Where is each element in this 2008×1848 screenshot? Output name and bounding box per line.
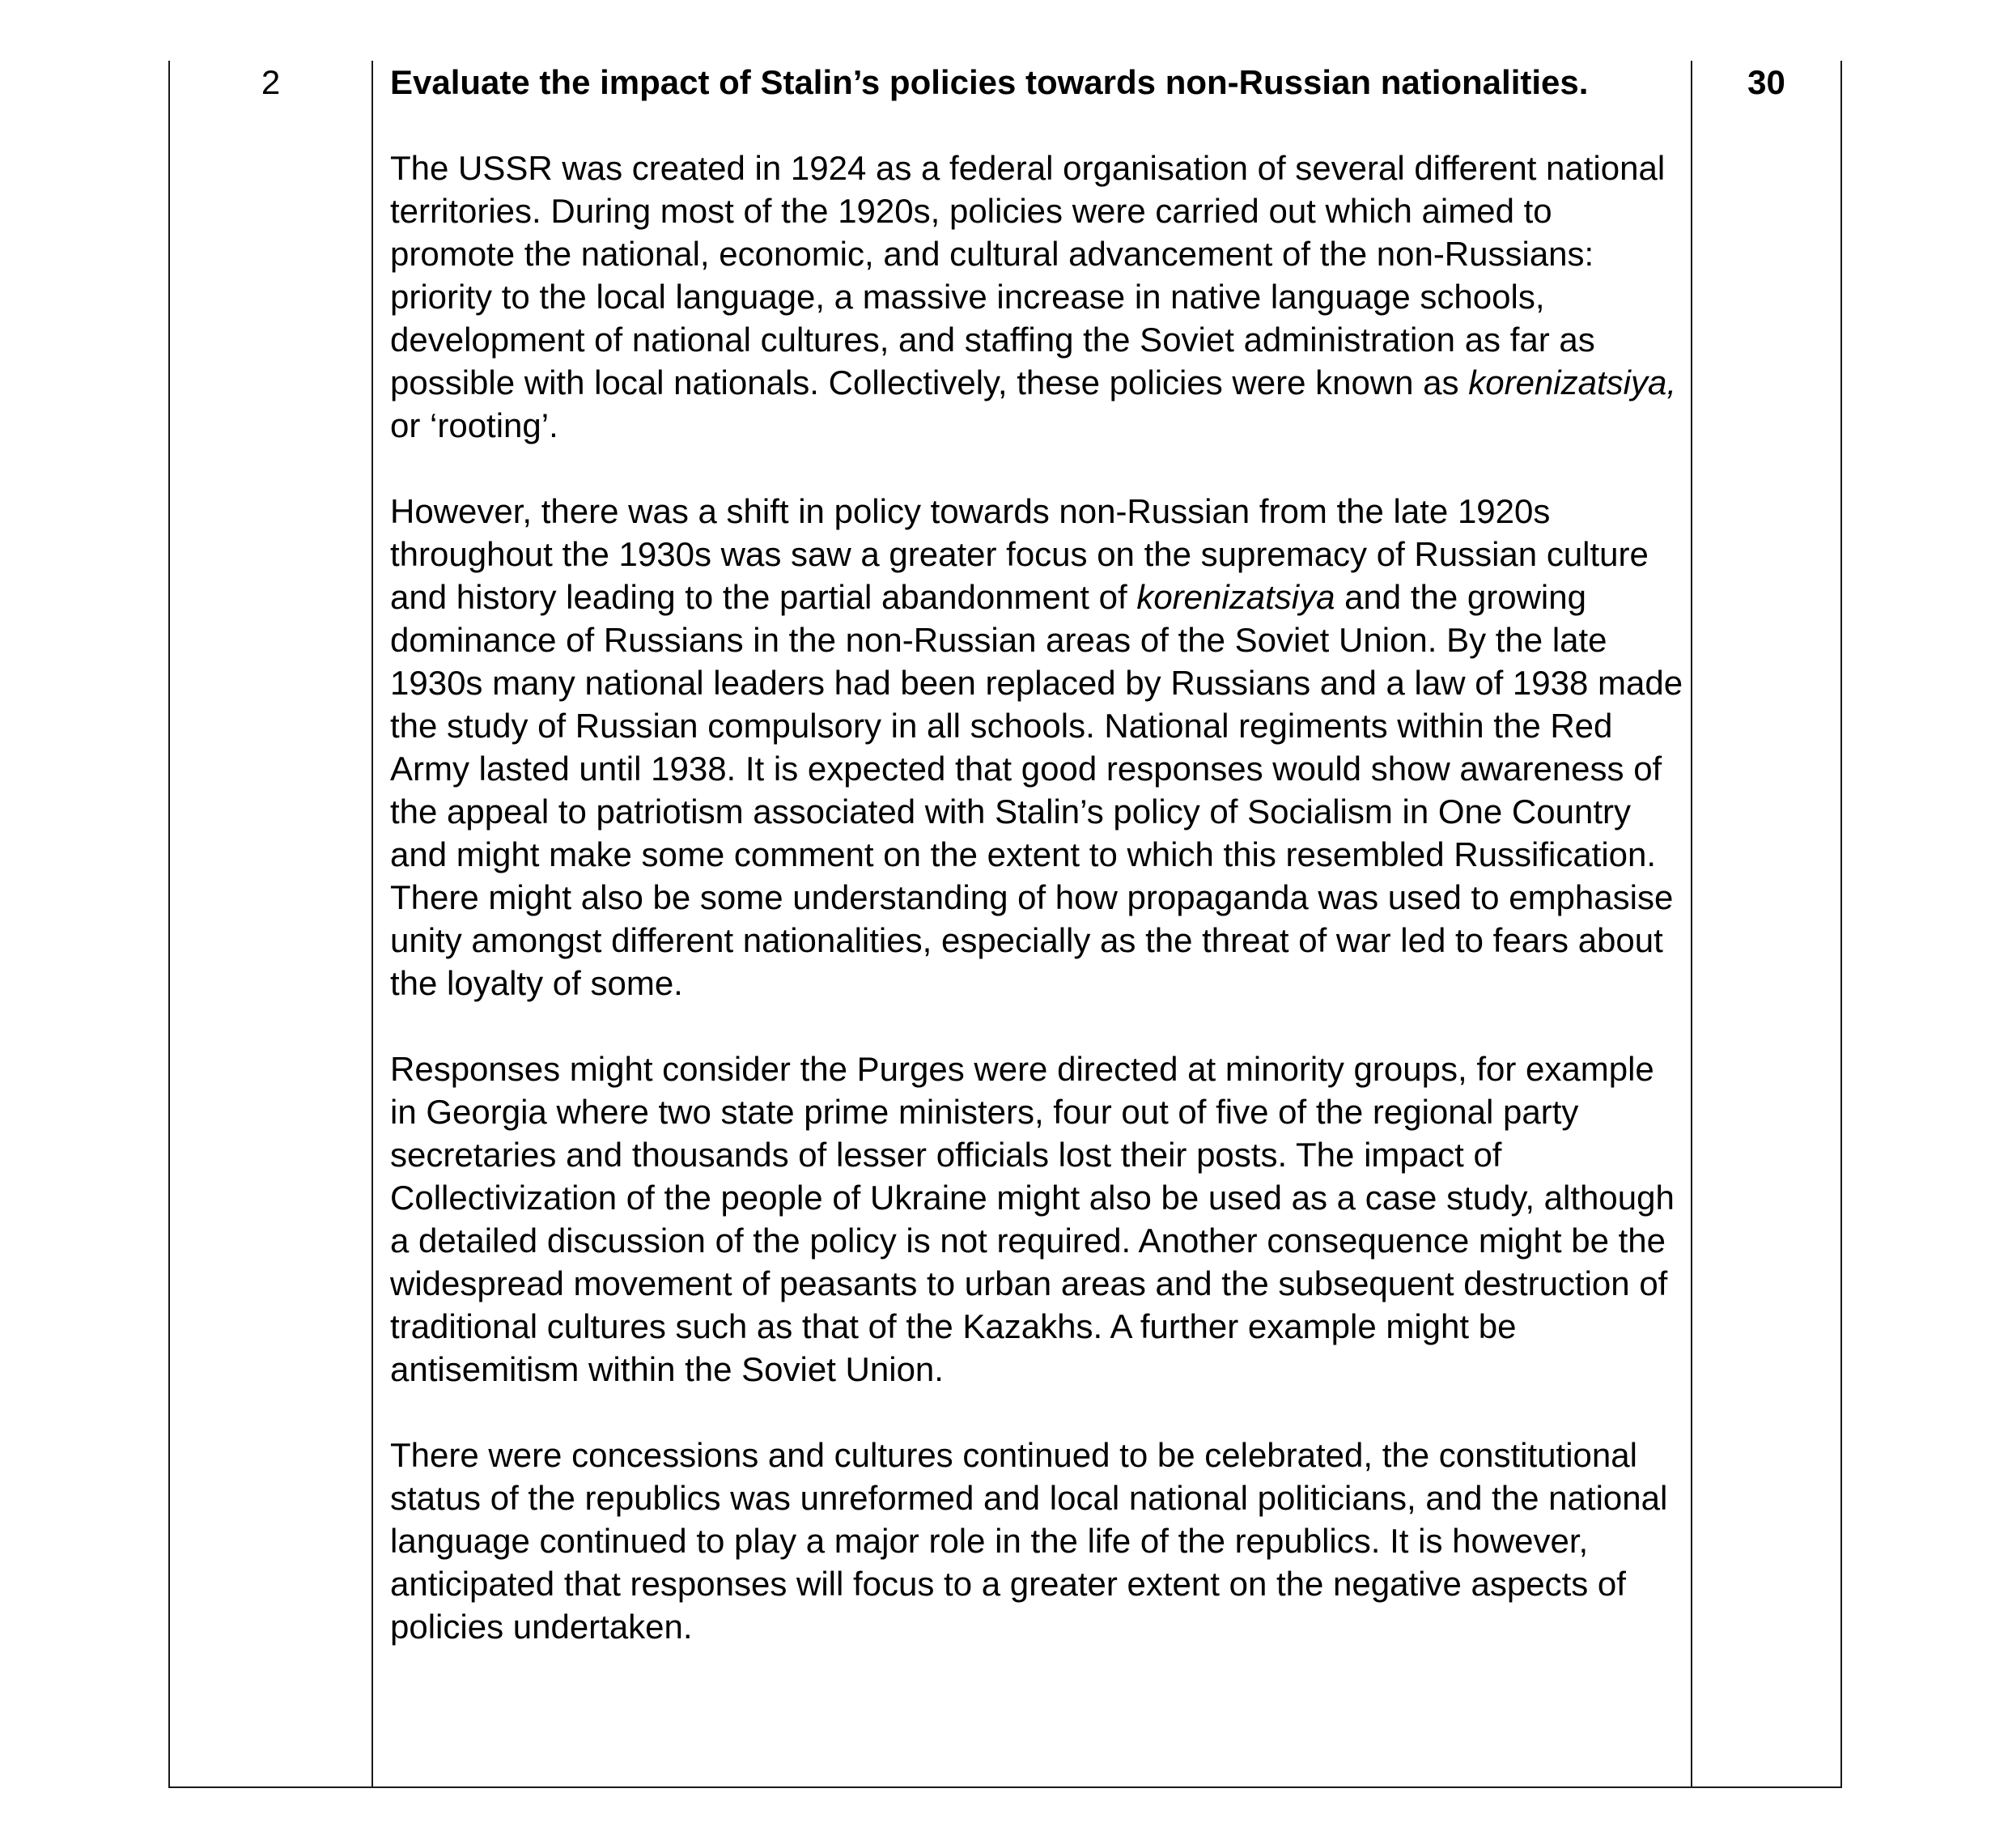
guidance-paragraph-1 — [390, 147, 1685, 447]
guidance-paragraph-3: Responses might consider the Purges were directed at minority groups, for example in Georgia where two state prime ministers, four out of five of the regional party secretaries and thousands of lesser officials lost their posts. The impact of Collectivization of the people of Ukraine might also be used as a case study, although a detailed discussion of the policy is not required. Another consequence might be the widespread movement of peasants to urban areas and the subsequent destruction of traditional cultures such as that of the Kazakhs. A further example might be antisemitism within the Soviet Union. — [390, 1050, 1675, 1388]
paragraph-text: and the growing dominance of Russians in the non-Russian areas of the Soviet Union. By the late 1930s many national leaders had been replaced by Russians and a law of 1938 made the study of Russian compulsory in all schools. National regiments within the Red Army lasted until 1938. It is expected that good responses would show awareness of the appeal to patriotism associated with Stalin’s policy of Socialism in One Country and might make some comment on the extent to which this resembled Russification. There might also be some understanding of how propaganda was used to emphasise unity amongst different nationalities, especially as the threat of war led to fears about the loyalty of some. — [390, 578, 1683, 1002]
italic-term: korenizatsiya — [1136, 578, 1335, 616]
question-number: 2 — [261, 63, 281, 101]
column-divider — [1691, 61, 1692, 1786]
answer-guidance — [390, 61, 1685, 1648]
mark-scheme-table — [168, 61, 1842, 1788]
italic-term: korenizatsiya, — [1468, 363, 1676, 401]
marks-value: 30 — [1747, 63, 1785, 101]
paragraph-text: The USSR was created in 1924 as a federal organisation of several different national territories. During most of the 1920s, policies were carried out which aimed to promote the national, economic, and cultural advancement of the non-Russians: priority to the local language, a massive increase in native language schools, development of national cultures, and staffing the Soviet administration as far as possible with local nationals. Collectively, these policies were known as — [390, 149, 1666, 401]
column-divider — [371, 61, 373, 1786]
question-title: Evaluate the impact of Stalin’s policies towards non-Russian nationalities. — [390, 63, 1589, 101]
paragraph-text: or ‘rooting’. — [390, 406, 558, 444]
guidance-paragraph-4: There were concessions and cultures continued to be celebrated, the constitutional status of the republics was unreformed and local national politicians, and the national language continued to play a major role in the life of the republics. It is however, anticipated that responses will focus to a greater extent on the negative aspects of policies undertaken. — [390, 1436, 1668, 1646]
paragraph-text: However, there was a shift in policy towards non-Russian from the late 1920s throughout the 1930s was saw a greater focus on the supremacy of Russian culture and history leading to the partial abandonment of — [390, 492, 1649, 616]
guidance-paragraph-2 — [390, 490, 1685, 1005]
